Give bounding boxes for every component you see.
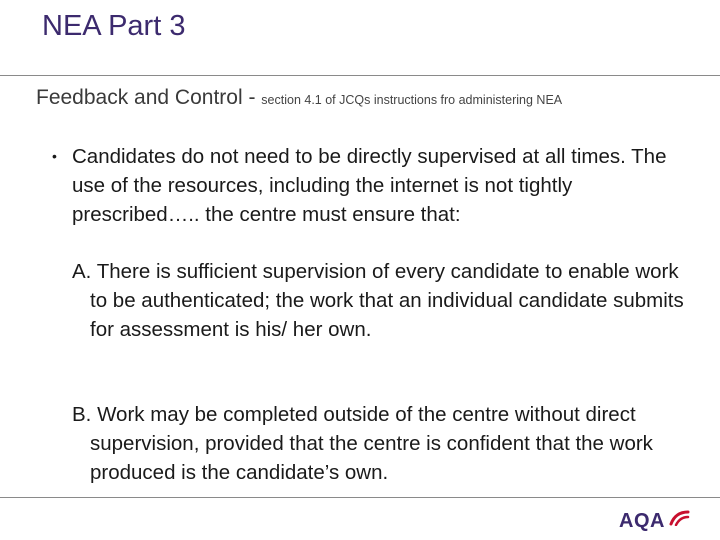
- list-item-b: B. Work may be completed outside of the centre without direct supervision, provided that the centre is confident that the work produced is the candidate’s own.: [72, 403, 653, 484]
- logo-text: AQA: [619, 509, 665, 532]
- bullet-row: [52, 142, 692, 229]
- aqa-logo: [619, 506, 690, 536]
- list-item-a: A. There is sufficient supervision of every candidate to enable work to be authenticated; the work that an individual candidate submits for assessment is his/ her own.: [72, 260, 684, 341]
- section-subheading: [36, 86, 562, 110]
- bullet-icon: •: [52, 148, 57, 164]
- bullet-text: Candidates do not need to be directly supervised at all times. The use of the resources, including the internet is not tightly prescribed….. the centre must ensure that:: [72, 145, 667, 226]
- title-divider: [0, 75, 720, 76]
- logo-mark-icon: [668, 510, 690, 526]
- slide-title: NEA Part 3: [42, 10, 186, 42]
- subheading-main: Feedback and Control -: [36, 86, 262, 109]
- bullet-point: [52, 142, 692, 229]
- footer-divider: [0, 497, 720, 498]
- subheading-note: section 4.1 of JCQs instructions fro administering NEA: [261, 93, 563, 107]
